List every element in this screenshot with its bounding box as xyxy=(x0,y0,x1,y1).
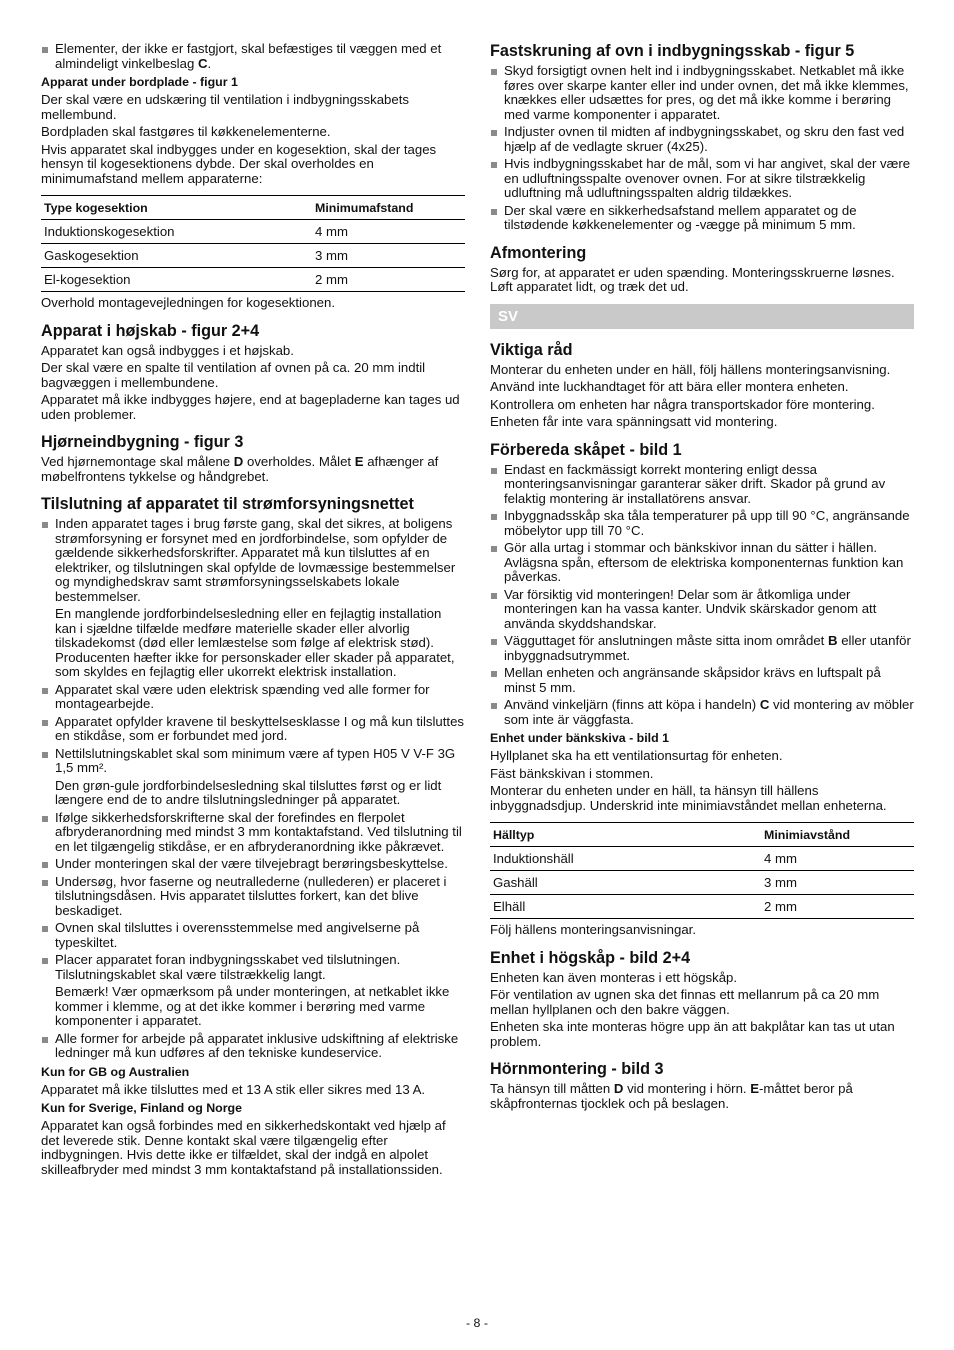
table-cell: 3 mm xyxy=(312,244,465,268)
paragraph: Bemærk! Vær opmærksom på under monteringen, at netkablet ikke kommer i klemme, og at det ikke kommer i berøring med varme komponenter i apparatet. xyxy=(55,984,450,1028)
table-cell: 2 mm xyxy=(761,895,914,919)
hob-distance-table xyxy=(490,822,914,919)
paragraph: Bordpladen skal fastgøres til køkkenelementerne. xyxy=(41,124,331,139)
list-item: Apparatet opfylder kravene til beskyttelsesklasse I og må kun tilsluttes en stikdåse, som er forbundet med jord. xyxy=(41,715,465,744)
left-column xyxy=(41,42,465,1180)
table-cell: Gaskogesektion xyxy=(41,244,312,268)
list-item: Mellan enheten och angränsande skåpsidor krävs en luftspalt på minst 5 mm. xyxy=(490,666,914,695)
subheading: Enhet under bänkskiva - bild 1 xyxy=(490,731,670,745)
language-bar: SV xyxy=(490,304,914,329)
table-cell: Induktionshäll xyxy=(490,847,761,871)
list-item: Apparatet skal være uden elektrisk spænding ved alle former for montagearbejde. xyxy=(41,683,465,712)
bullet-list xyxy=(41,517,465,604)
page-number: - 8 - xyxy=(465,1316,489,1330)
bullet-list xyxy=(41,42,465,71)
paragraph: Sørg for, at apparatet er uden spænding. Monteringsskruerne løsnes. Løft apparatet lidt, og træk det ud. xyxy=(490,264,895,294)
paragraph: Den grøn-gule jordforbindelsesledning skal tilsluttes først og er lidt længere end de to andre tilslutningsledninger på apparatet. xyxy=(55,777,442,807)
list-item: Nettilslutningskablet skal som minimum være af typen H05 V V-F 3G 1,5 mm². xyxy=(41,747,465,776)
section-heading: Enhet i högskåp - bild 2+4 xyxy=(490,948,691,967)
section-heading: Fastskruning af ovn i indbygningsskab - figur 5 xyxy=(490,42,855,60)
paragraph: Monterar du enheten under en häll, ta hänsyn till hällens inbyggnadsdjup. Underskrid inte minimiavståndet mellan enheterna. xyxy=(490,783,887,813)
paragraph: Overhold montagevejledningen for kogesektionen. xyxy=(41,295,335,310)
list-item: Gör alla urtag i stommar och bänkskivor innan du sätter i hällen. Avlägsna spån, eftersom de elektriska komponenternas funktion kan påverkas. xyxy=(490,541,914,585)
subheading: Apparat under bordplade - figur 1 xyxy=(41,75,238,89)
section-heading: Apparat i højskab - figur 2+4 xyxy=(41,321,260,340)
list-item: Var försiktig vid monteringen! Delar som är åtkomliga under monteringen kan ha vassa kanter. Undvik skärskador genom att använda skyddshandskar. xyxy=(490,588,914,632)
list-item: Inden apparatet tages i brug første gang, skal det sikres, at boligens strømforsyning er forsynet med en jordforbindelse, som opfylder de gældende sikkerhedsforskrifter. Apparatet må kun tilsluttes af en elektriker, og tilslutningen skal opfylde de lovmæssige bestemmelser og myndighedskrav samt strømforsyningsselskabets lokale bestemmelser. xyxy=(41,517,465,604)
list-item: Använd vinkeljärn (finns att köpa i handeln) C vid montering av möbler som inte är väggfasta. xyxy=(490,698,914,727)
list-item: Under monteringen skal der være tilvejebragt berøringsbeskyttelse. xyxy=(41,857,465,872)
paragraph: Använd inte luckhandtaget för att bära eller montera enheten. xyxy=(490,379,849,394)
list-item: Indjuster ovnen til midten af indbygningsskabet, og skru den fast ved hjælp af de vedlagte skruer (4x25). xyxy=(490,125,914,154)
paragraph: Enheten får inte vara spänningsatt vid montering. xyxy=(490,414,778,429)
list-item: Endast en fackmässigt korrekt montering enligt dessa monteringsanvisningar garanterar säker drift. Skador på grund av felaktig montering är installatörens ansvar. xyxy=(490,463,914,507)
column-header: Minimumafstand xyxy=(312,196,465,220)
right-column xyxy=(490,42,914,1114)
paragraph: Apparatet kan også forbindes med en sikkerhedskontakt ved hjælp af det leverede stik. Denne kontakt skal være tilgængelig efter indbygningen. Hvis dette ikke er tilfældet, skal der indgå en alpolet skilleafbryder med mindst 3 mm kontaktafstand på installationssiden. xyxy=(41,1118,446,1177)
table-row xyxy=(41,220,465,244)
bullet-list xyxy=(41,811,465,983)
list-item: Alle former for arbejde på apparatet inklusive udskiftning af elektriske ledninger må kun udføres af den tekniske kundeservice. xyxy=(41,1032,465,1061)
paragraph: Ta hänsyn till måtten D vid montering i hörn. E-måttet beror på skåpfronternas tjocklek och på beslagen. xyxy=(490,1081,853,1111)
bullet-list xyxy=(41,1032,465,1061)
list-item: Inbyggnadsskåp ska tåla temperaturer på upp till 90 °C, angränsande möbelytor upp till 70 °C. xyxy=(490,509,914,538)
paragraph: Der skal være en udskæring til ventilation i indbygningsskabets mellembund. xyxy=(41,92,409,122)
table-cell: Induktionskogesektion xyxy=(41,220,312,244)
table-row xyxy=(490,895,914,919)
column-header: Type kogesektion xyxy=(41,196,312,220)
table-cell: 2 mm xyxy=(312,268,465,292)
paragraph: Enheten ska inte monteras högre upp än att bakplåtar kan tas ut utan problem. xyxy=(490,1019,895,1049)
paragraph: Följ hällens monteringsanvisningar. xyxy=(490,922,696,937)
section-heading: Afmontering xyxy=(490,243,587,262)
table-row xyxy=(490,871,914,895)
paragraph: Apparatet må ikke tilsluttes med et 13 A stik eller sikres med 13 A. xyxy=(41,1081,426,1097)
list-item: Undersøg, hvor faserne og neutrallederne (nullederen) er placeret i tilslutningsdåsen. Hvis apparatet tilsluttes forkert, kan det blive beskadiget. xyxy=(41,875,465,919)
paragraph: Enheten kan även monteras i ett högskåp. xyxy=(490,969,738,985)
table-header-row xyxy=(41,196,465,220)
column-header: Hälltyp xyxy=(490,823,761,847)
table-cell: Gashäll xyxy=(490,871,761,895)
list-item: Der skal være en sikkerhedsafstand mellem apparatet og de tilstødende køkkenelementer og -vægge på minimum 5 mm. xyxy=(490,204,914,233)
list-item: Ifølge sikkerhedsforskrifterne skal der forefindes en flerpolet afbryderanordning med mindst 3 mm kontaktafstand. Ved tilslutning til en let tilgængelig stikdåse, er en afbryderanordning ikke påkrævet. xyxy=(41,811,465,855)
list-item: Elementer, der ikke er fastgjort, skal befæstiges til væggen med et almindeligt vinkelbeslag C. xyxy=(41,42,465,71)
table-header-row xyxy=(490,823,914,847)
paragraph: Der skal være en spalte til ventilation af ovnen på ca. 20 mm indtil bagvæggen i mellembundene. xyxy=(41,360,426,390)
section-heading: Förbereda skåpet - bild 1 xyxy=(490,440,682,459)
hob-distance-table xyxy=(41,195,465,292)
paragraph: Kontrollera om enheten har några transportskador före montering. xyxy=(490,396,875,412)
table-row xyxy=(41,268,465,292)
table-row xyxy=(41,244,465,268)
list-item: Vägguttaget för anslutningen måste sitta inom området B eller utanför inbyggnadsutrymmet. xyxy=(490,634,914,663)
subheading: Kun for GB og Australien xyxy=(41,1064,190,1079)
list-item: Skyd forsigtigt ovnen helt ind i indbygningsskabet. Netkablet må ikke føres over skarpe kanter eller ind under ovnen, det må ikke klemmes, knækkes eller udsættes for pres, og det må ikke komme i berøring med varme komponenter i apparatet. xyxy=(490,64,914,122)
list-item: Placer apparatet foran indbygningsskabet ved tilslutningen. Tilslutningskablet skal være tilstrækkelig langt. xyxy=(41,953,465,982)
bullet-list xyxy=(490,64,914,233)
paragraph: Ved hjørnemontage skal målene D overholdes. Målet E afhænger af møbelfrontens tykkelse og håndgrebet. xyxy=(41,454,439,484)
table-cell: 4 mm xyxy=(312,220,465,244)
section-heading: Viktiga råd xyxy=(490,340,573,359)
table-cell: Elhäll xyxy=(490,895,761,919)
subheading: Kun for Sverige, Finland og Norge xyxy=(41,1101,243,1115)
paragraph: En manglende jordforbindelsesledning eller en fejlagtig installation kan i sjældne tilfælde medføre materielle skader eller alvorlig tilskadekomst (død eller lemlæstelse som følge af elektrisk stød). Producenten hæfter ikke for personskader eller skader på apparatet, som skyldes en fejlagtig eller ukorrekt elektrisk installation. xyxy=(55,606,455,679)
paragraph: För ventilation av ugnen ska det finnas ett mellanrum på ca 20 mm mellan hyllplanen och den bakre väggen. xyxy=(490,987,880,1017)
paragraph: Apparatet kan også indbygges i et højskab. xyxy=(41,342,294,358)
column-header: Minimiavstånd xyxy=(761,823,914,847)
list-item: Hvis indbygningsskabet har de mål, som vi har angivet, skal der være en udluftningsspalte ovenover ovnen. For at sikre tilstrækkelig udluftning må udluftningsspalten aldrig tildækkes. xyxy=(490,157,914,201)
section-heading: Hörnmontering - bild 3 xyxy=(490,1060,664,1078)
paragraph: Apparatet må ikke indbygges højere, end at bagepladerne kan tages ud uden problemer. xyxy=(41,392,460,422)
paragraph: Hyllplanet ska ha ett ventilationsurtag för enheten. xyxy=(490,748,783,763)
paragraph: Fäst bänkskivan i stommen. xyxy=(490,765,654,781)
section-heading: Hjørneindbygning - figur 3 xyxy=(41,433,244,451)
bullet-list xyxy=(490,463,914,728)
bullet-list xyxy=(41,683,465,776)
table-cell: 3 mm xyxy=(761,871,914,895)
paragraph: Monterar du enheten under en häll, följ hällens monteringsanvisning. xyxy=(490,361,891,377)
table-row xyxy=(490,847,914,871)
section-heading: Tilslutning af apparatet til strømforsyningsnettet xyxy=(41,495,414,513)
paragraph: Hvis apparatet skal indbygges under en kogesektion, skal der tages hensyn til kogesektionens dybde. Der skal overholdes en minimumafstand mellem apparaterne: xyxy=(41,141,437,186)
table-cell: 4 mm xyxy=(761,847,914,871)
table-cell: El-kogesektion xyxy=(41,268,312,292)
list-item: Ovnen skal tilsluttes i overensstemmelse med angivelserne på typeskiltet. xyxy=(41,921,465,950)
